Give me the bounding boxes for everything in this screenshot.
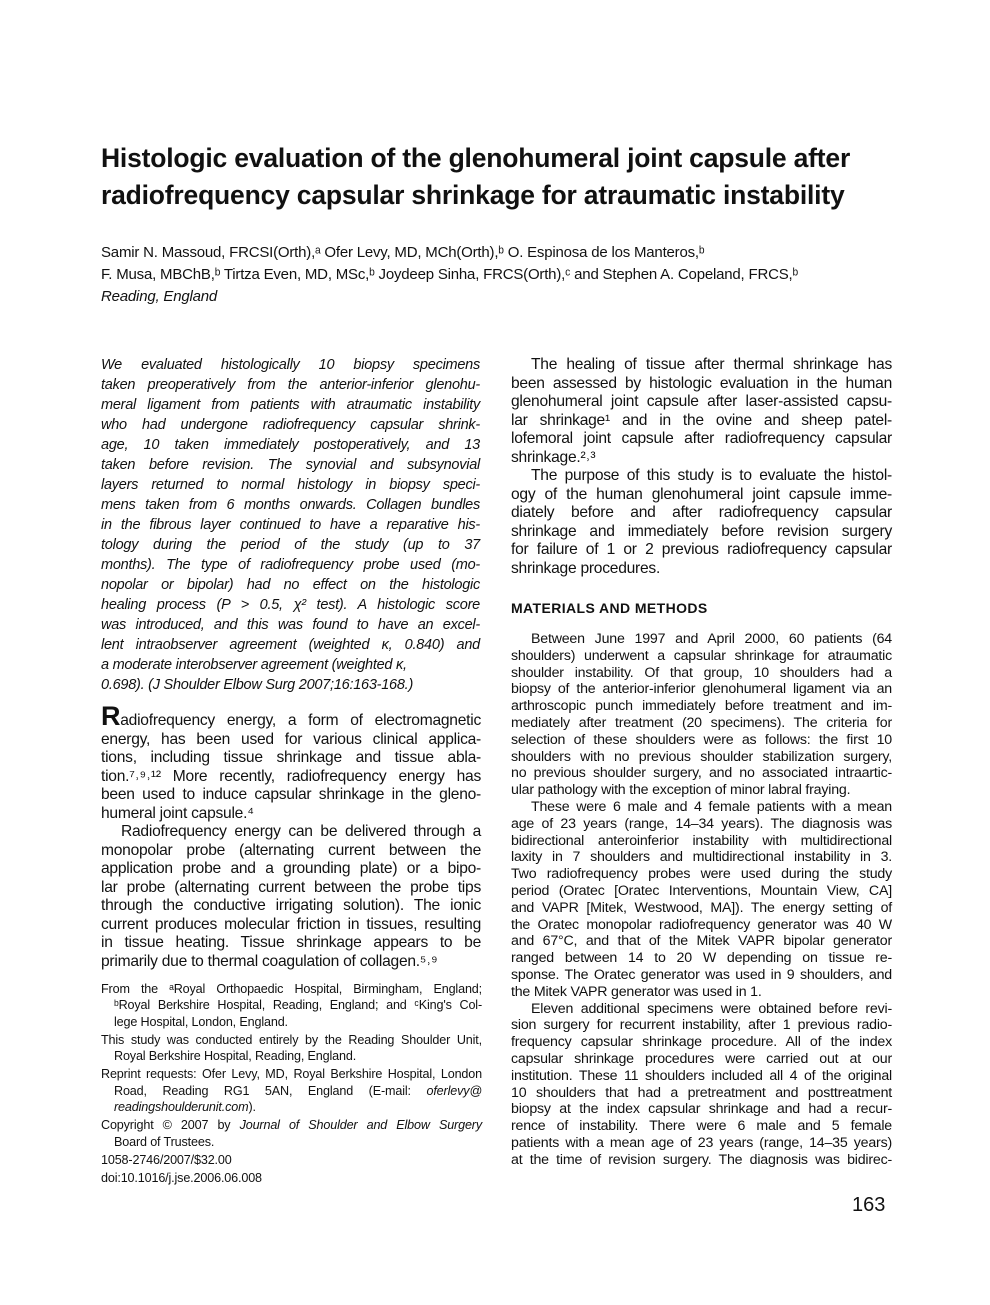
body-line: shrinkage and immediately before revision surgery: [511, 522, 892, 540]
methods-line: biopsy of the anterior-inferior glenohumeral ligament via an: [511, 681, 892, 698]
abstract-line: was introduced, and this was found to have an excel-: [101, 617, 480, 633]
title-line: radiofrequency capsular shrinkage for atraumatic instability: [101, 180, 845, 210]
doi[interactable]: doi:10.1016/j.jse.2006.06.008: [101, 1171, 262, 1186]
abstract-line: a moderate interobserver agreement (weighted κ,: [101, 657, 407, 673]
intro-line: humeral joint capsule.⁴: [101, 804, 254, 822]
intro-line: application probe and a grounding plate) or a bipo-: [101, 860, 481, 877]
abstract: [101, 355, 480, 695]
methods-line: ular pathology with the exception of minor labral fraying.: [511, 782, 851, 799]
methods-line: age of 23 years (range, 14–34 years). The diagnosis was: [511, 815, 892, 832]
methods-line: capsular shrinkage procedures were carried out at our: [511, 1050, 892, 1067]
footnote-line: Reprint requests: Ofer Levy, MD, Royal Berkshire Hospital, London: [101, 1067, 482, 1082]
copyright-note: [101, 1117, 482, 1150]
methods-line: period (Oratec [Oratec Interventions, Mountain View, CA]: [511, 882, 892, 899]
body-line: glenohumeral joint capsule after laser-assisted capsu-: [511, 393, 892, 410]
methods-line: 10 shoulders that had a pretreatment and posttreatment: [511, 1084, 892, 1101]
abstract-line: meral ligament from patients with atraumatic instability: [101, 397, 480, 413]
intro-line: monopolar probe (alternating current between the: [101, 841, 481, 859]
methods-line: shoulders) underwent a capsular shrinkage for atraumatic: [511, 647, 892, 664]
methods-line: and 67°C, and that of the Mitek VAPR bipolar generator: [511, 933, 892, 950]
methods-line: patients with a mean age of 23 years (range, 14–35 years): [511, 1134, 892, 1151]
abstract-line: tology during the period of the study (up to 37: [101, 537, 480, 553]
footnote-line: [101, 1117, 482, 1133]
body-line: ogy of the human glenohumeral joint capsule imme-: [511, 485, 892, 503]
footnote-line: [101, 1083, 482, 1099]
intro-line: been used to induce capsular shrinkage in the gleno-: [101, 786, 481, 803]
intro-line-text: adiofrequency energy, a form of electromagnetic: [120, 712, 481, 729]
authors-line: Samir N. Massoud, FRCSI(Orth),ᵃ Ofer Levy, MD, MCh(Orth),ᵇ O. Espinosa de los Manteros,ᵇ: [101, 244, 705, 261]
abstract-line: age, 10 taken immediately postoperatively, and 13: [101, 437, 480, 453]
abstract-line: mens taken from 6 months onwards. Collagen bundles: [101, 497, 480, 513]
methods-line: shoulders with no previous shoulder stabilization surgery,: [511, 748, 892, 765]
reprint-email-link[interactable]: oferlevy@: [426, 1083, 482, 1098]
journal-name: Journal of Shoulder and Elbow Surgery: [239, 1118, 482, 1133]
abstract-line: layers returned to normal histology in biopsy speci-: [101, 477, 480, 493]
methods-line: no previous shoulder surgery, and no associated intraartic-: [511, 765, 892, 782]
methods-line: These were 6 male and 4 female patients with a mean: [531, 798, 892, 815]
footnote-line: lege Hospital, London, England.: [114, 1014, 288, 1029]
section-heading-methods: MATERIALS AND METHODS: [511, 600, 708, 616]
methods-line: the Mitek VAPR generator was used in 1.: [511, 983, 762, 1000]
methods-line: bidirectional anteroinferior instability with multidirectional: [511, 832, 892, 849]
intro-line: in tissue heating. Tissue shrinkage appears to be: [101, 934, 481, 951]
abstract-line: in the fibrous layer continued to have a reparative his-: [101, 517, 480, 533]
title-line: Histologic evaluation of the glenohumeral joint capsule after: [101, 143, 851, 173]
abstract-line: 0.698). (J Shoulder Elbow Surg 2007;16:163-168.): [101, 677, 414, 693]
abstract-line: healing process (P > 0.5, χ² test). A histologic score: [101, 597, 480, 613]
footnote-line: [101, 1099, 482, 1115]
column-two-intro: [511, 356, 892, 578]
article-title: [101, 140, 901, 214]
methods-line: ranged between 14 to 20 W depending on tissue re-: [511, 950, 892, 967]
methods-line: institution. These 11 shoulders included all 4 of the original: [511, 1067, 892, 1084]
authors-line: F. Musa, MBChB,ᵇ Tirtza Even, MD, MSc,ᵇ Joydeep Sinha, FRCS(Orth),ᶜ and Stephen A. Copeland, FRCS,ᵇ: [101, 266, 798, 283]
intro-line: [101, 701, 481, 731]
footnote-line: Royal Berkshire Hospital, Reading, England.: [114, 1049, 357, 1064]
methods-line: laxity in 7 shoulders and multidirectional instability in 3.: [511, 849, 892, 866]
methods-line: Two radiofrequency probes were used during the study: [511, 866, 892, 883]
body-line: diately before and after radiofrequency capsular: [511, 504, 892, 521]
methods-line: sion surgery for recurrent instability, after 1 previous radio-: [511, 1017, 892, 1034]
reprint-end: ).: [248, 1100, 256, 1115]
methods-line: Eleven additional specimens were obtained before revi-: [531, 1000, 892, 1017]
body-line: The purpose of this study is to evaluate the histol-: [531, 467, 892, 484]
author-block: [101, 242, 901, 308]
methods-line: shoulder instability. Of that group, 10 shoulders had a: [511, 664, 892, 681]
intro-line: tions, including tissue shrinkage and tissue abla-: [101, 749, 481, 766]
affiliation-note: [101, 981, 482, 1030]
abstract-line: who had undergone radiofrequency capsular shrink-: [101, 417, 480, 433]
methods-line: frequency capsular shrinkage procedure. All of the index: [511, 1034, 892, 1051]
body-line: lar shrinkage¹ and in the ovine and sheep patel-: [511, 411, 892, 429]
reprint-email-domain[interactable]: readingshoulderunit.com: [114, 1100, 249, 1115]
copyright-text: Copyright © 2007 by: [101, 1118, 231, 1133]
issn: 1058-2746/2007/$32.00: [101, 1152, 232, 1167]
body-line: lofemoral joint capsule after radiofrequency capsular: [511, 430, 892, 447]
body-line: shrinkage procedures.: [511, 559, 661, 577]
abstract-line: lent intraobserver agreement (weighted κ, 0.840) and: [101, 637, 480, 653]
methods-line: at the time of revision surgery. The diagnosis was bidirec-: [511, 1151, 892, 1168]
footnote-line: This study was conducted entirely by the Reading Shoulder Unit,: [101, 1032, 482, 1047]
body-line: The healing of tissue after thermal shrinkage has: [531, 356, 892, 373]
intro-line: tion.⁷˒⁹˒¹² More recently, radiofrequency energy has: [101, 767, 481, 785]
abstract-line: taken before revision. The synovial and subsynovial: [101, 457, 480, 473]
footnote-line: ᵇRoyal Berkshire Hospital, Reading, England; and ᶜKing's Col-: [114, 998, 482, 1013]
abstract-line: taken preoperatively from the anterior-inferior glenohu-: [101, 377, 480, 393]
intro-line: Radiofrequency energy can be delivered through a: [121, 823, 481, 840]
methods-line: Between June 1997 and April 2000, 60 patients (64: [531, 631, 892, 647]
body-line: been assessed by histologic evaluation in the human: [511, 374, 892, 392]
study-note: [101, 1032, 482, 1065]
page-number: 163: [852, 1194, 886, 1216]
abstract-line: We evaluated histologically 10 biopsy specimens: [101, 357, 480, 373]
intro-line: energy, has been used for various clinical applica-: [101, 730, 481, 748]
footnote-line: From the ᵃRoyal Orthopaedic Hospital, Birmingham, England;: [101, 982, 482, 996]
introduction-text: [101, 701, 481, 971]
methods-line: sponse. The Oratec generator was used in 9 shoulders, and: [511, 966, 892, 983]
intro-line: current produces molecular friction in tissues, resulting: [101, 915, 481, 933]
methods-line: selection of these shoulders were as follows: the first 10: [511, 731, 892, 748]
intro-line: through the conductive irrigating solution). The ionic: [101, 897, 481, 914]
intro-line: lar probe (alternating current between the probe tips: [101, 878, 481, 896]
methods-line: the Oratec monopolar radiofrequency generator was 40 W: [511, 916, 892, 933]
abstract-line: months). The type of radiofrequency probe used (mo-: [101, 557, 480, 573]
reprint-address: Road, Reading RG1 5AN, England (E-mail:: [114, 1083, 411, 1098]
reprint-note: [101, 1066, 482, 1115]
author-location: Reading, England: [101, 288, 218, 305]
intro-line: primarily due to thermal coagulation of collagen.⁵˒⁹: [101, 952, 438, 970]
methods-text: [511, 631, 892, 1169]
methods-line: rence of instability. There were 6 male and 5 female: [511, 1118, 892, 1135]
methods-line: mediately after treatment (20 specimens). The criteria for: [511, 714, 892, 731]
drop-cap: R: [101, 701, 121, 731]
methods-line: and VAPR [Mitek, Westwood, MA]). The energy setting of: [511, 899, 892, 916]
body-line: for failure of 1 or 2 previous radiofrequency capsular: [511, 541, 892, 558]
abstract-line: nopolar or bipolar) had no effect on the histologic: [101, 577, 480, 593]
footnote-line: Board of Trustees.: [114, 1134, 215, 1149]
footnotes: [101, 981, 482, 1189]
body-line: shrinkage.²˒³: [511, 448, 596, 466]
methods-line: biopsy at the index capsular shrinkage and had a recur-: [511, 1101, 892, 1118]
methods-line: arthroscopic punch immediately before treatment and im-: [511, 698, 892, 715]
